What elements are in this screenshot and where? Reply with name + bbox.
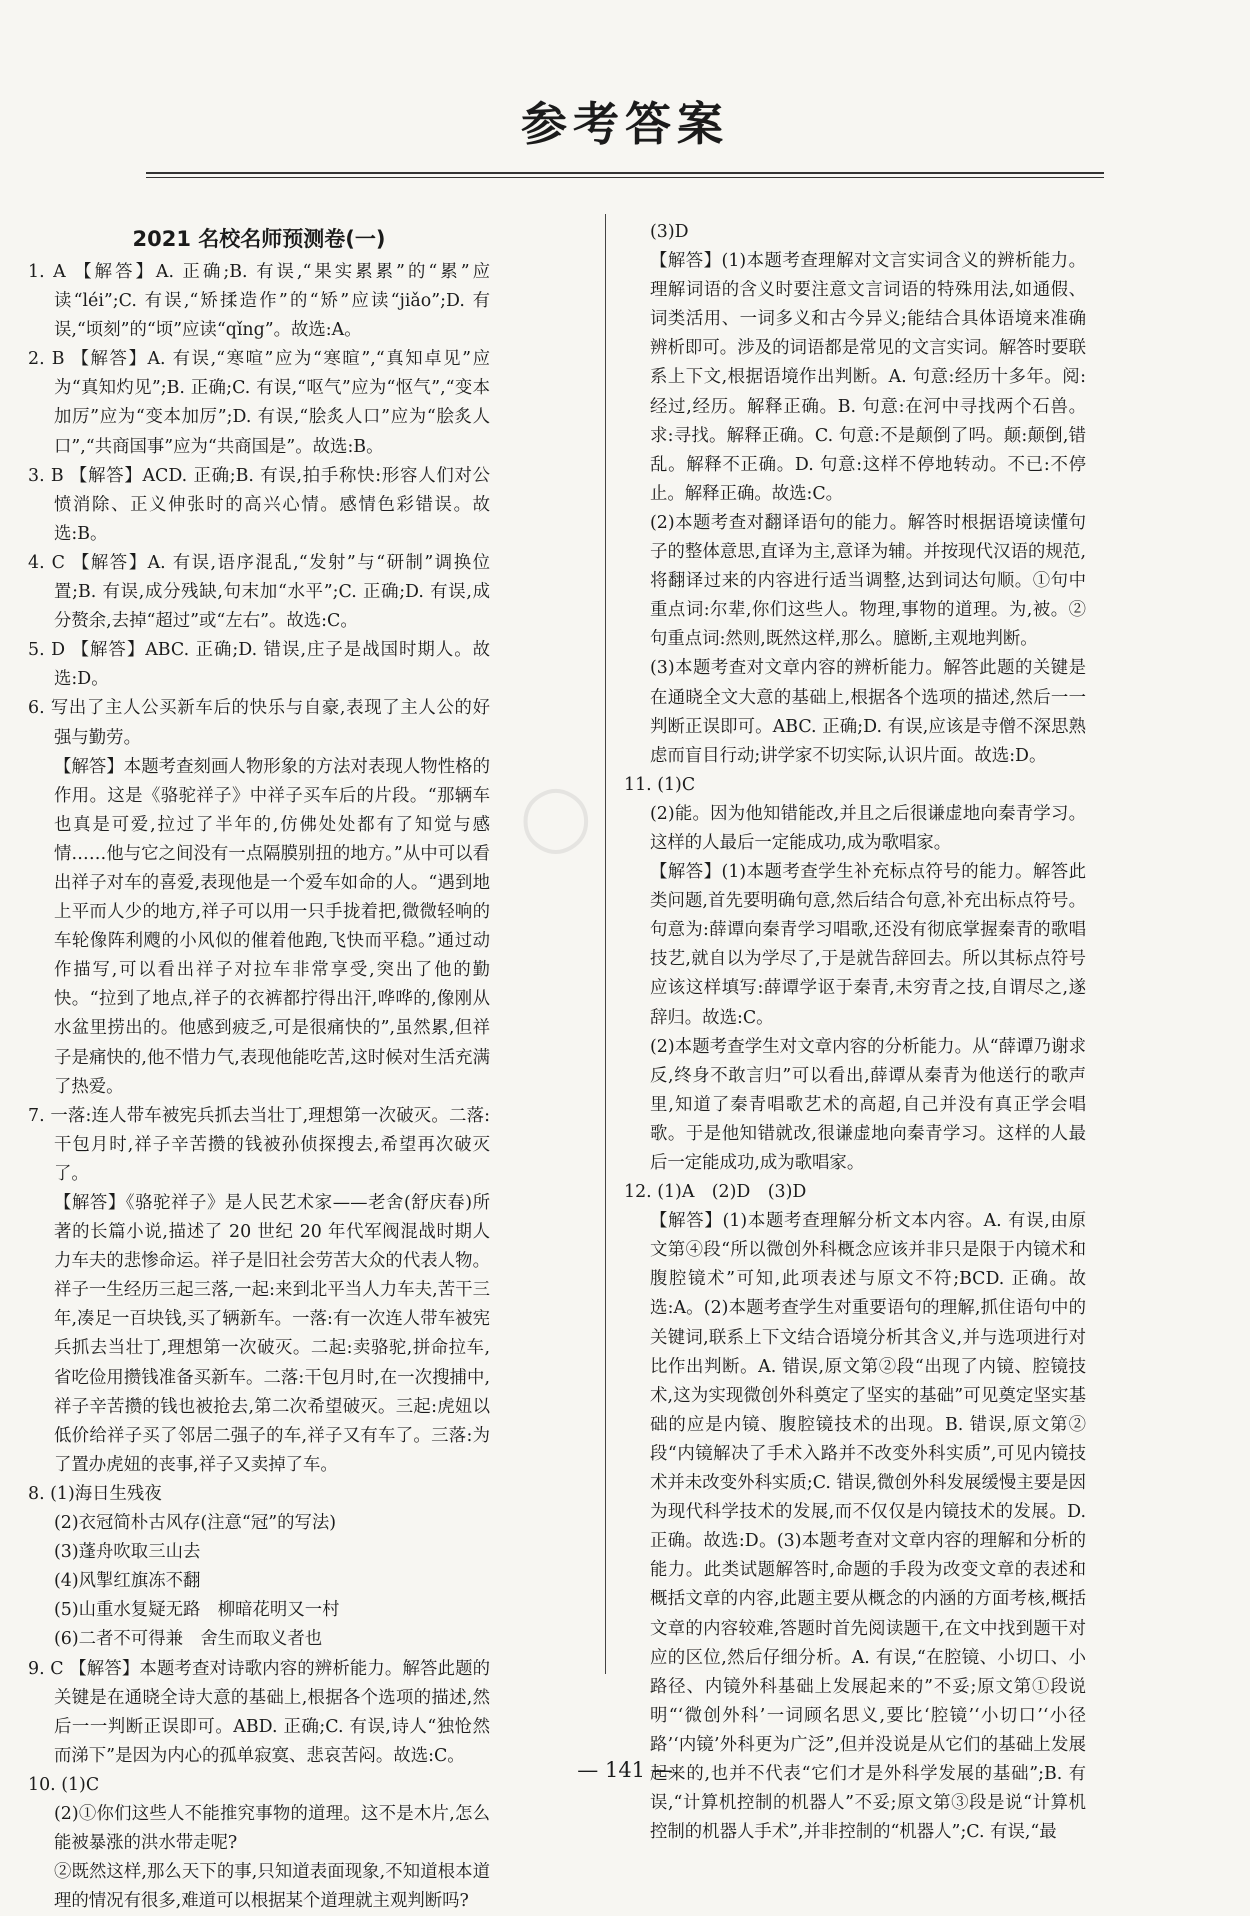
- answer-number: 5.: [28, 640, 52, 661]
- right-answers: [624, 218, 1086, 1847]
- answer-item: [28, 462, 490, 549]
- answer-number: 9.: [28, 1658, 51, 1679]
- answer-explanation: (2)本题考查对翻译语句的能力。解答时根据语境读懂句子的整体意思,直译为主,意译为辅。并按现代汉语的规范,将翻译过来的内容进行适当调整,达到词达句顺。①句中重点词:尔辈,你们这些人。物理,事物的道理。为,被。②句重点词:然则,既然这样,那么。臆断,主观地判断。: [650, 512, 1086, 650]
- answer-text: (1)海日生残夜: [50, 1483, 162, 1504]
- left-column: [28, 224, 490, 1916]
- answer-item: [28, 1655, 490, 1771]
- answer-number: 6.: [28, 698, 51, 719]
- page-number: — 141 —: [577, 1758, 673, 1782]
- title-rule: [146, 172, 1104, 178]
- answer-item: [28, 1567, 490, 1596]
- answer-text: B 【解答】A. 有误,“寒喧”应为“寒暄”,“真知卓见”应为“真知灼见”;B. 正确;C. 有误,“呕气”应为“怄气”,“变本加厉”应为“变本加厉”;D. 有误,“脍炙人口”应为“脍炙人口”,“共商国事”应为“共商国是”。故选:B。: [51, 349, 490, 457]
- answer-text: (5)山重水复疑无路 柳暗花明又一村: [54, 1600, 340, 1621]
- answer-item: [28, 345, 490, 461]
- answer-number: 4.: [28, 552, 52, 573]
- answer-explanation: 【解答】(1)本题考查理解分析文本内容。A. 有误,由原文第④段“所以微创外科概念应该并非只是限于内镜术和腹腔镜术”可知,此项表述与原文不符;BCD. 正确。故选:A。(2)本题考查学生对重要语句的理解,抓住语句中的关键词,联系上下文结合语境分析其含义,并与选项进行对比作出判断。A. 错误,原文第②段“出现了内镜、腔镜技术,这为实现微创外科奠定了坚实的基础”可见奠定坚实基础的应是内镜、腹腔镜技术的出现。B. 错误,原文第②段“内镜解决了手术入路并不改变外科实质”,可见内镜技术并未改变外科实质;C. 错误,微创外科发展缓慢主要是因为现代科学技术的发展,而不仅仅是内镜技术的发展。D. 正确。故选:D。(3)本题考查对文章内容的理解和分析的能力。此类试题解答时,命题的手段为改变文章的表述和概括文章的内容,此题主要从概念的内涵的方面考核,概括文章的内容较难,答题时首先阅读题干,在文中找到题干对应的区位,然后仔细分析。A. 有误,“在腔镜、小切口、小路径、内镜外科基础上发展起来的”不妥;原文第①段说明“‘微创外科’一词顾名思义,要比‘腔镜’‘小切口’‘小径路’‘内镜’外科更为广泛”,但并没说是从它们的基础上发展起来的,也并不代表“它们才是外科学发展的基础”;B. 有误,“计算机控制的机器人”不妥;原文第③段是说“计算机控制的机器人手术”,并非控制的“机器人”;C. 有误,“最: [650, 1211, 1086, 1843]
- right-column: [624, 218, 1086, 1847]
- answer-explanation: 【解答】本题考查刻画人物形象的方法对表现人物性格的作用。这是《骆驼祥子》中祥子买车后的片段。“那辆车也真是可爱,拉过了半年的,仿佛处处都有了知觉与感情……他与它之间没有一点隔膜别扭的地方。”从中可以看出祥子对车的喜爱,表现他是一个爱车如命的人。“遇到地上平而人少的地方,祥子可以用一只手拢着把,微微轻响的车轮像阵利飕的小风似的催着他跑,飞快而平稳。”通过动作描写,可以看出祥子对拉车非常享受,突出了他的勤快。“拉到了地点,祥子的衣裤都拧得出汗,哗哗的,像刚从水盆里捞出的。他感到疲乏,可是很痛快的”,虽然累,但祥子是痛快的,他不惜力气,表现他能吃苦,这时候对生活充满了热爱。: [54, 756, 490, 1097]
- answer-text: C 【解答】本题考查对诗歌内容的辨析能力。解答此题的关键是在通晓全诗大意的基础上,根据各个选项的描述,然后一一判断正误即可。ABD. 正确;C. 有误,诗人“独怆然而涕下”是因为内心的孤单寂寞、悲哀苦闷。故选:C。: [50, 1658, 491, 1766]
- answer-number: 11.: [624, 774, 658, 795]
- answer-item: [28, 694, 490, 752]
- answer-item: [28, 1538, 490, 1567]
- answer-item: [28, 636, 490, 694]
- answer-text: (4)风掣红旗冻不翻: [54, 1571, 201, 1592]
- answer-text: (1)C: [61, 1774, 100, 1795]
- answer-number: 7.: [28, 1105, 51, 1126]
- answer-item: [624, 1178, 1086, 1207]
- answer-item: [28, 1596, 490, 1625]
- answer-item: [28, 1509, 490, 1538]
- answer-explanation: (2)能。因为他知错能改,并且之后很谦虚地向秦青学习。这样的人最后一定能成功,成为歌唱家。: [650, 803, 1086, 853]
- page-title: 参考答案: [521, 97, 729, 151]
- left-answers: [28, 258, 490, 1916]
- answer-text: A 【解答】A. 正确;B. 有误,“果实累累”的“累”应读“léi”;C. 有误,“矫揉造作”的“矫”应读“jiǎo”;D. 有误,“顷刻”的“顷”应读“qǐng”。故选:A。: [53, 262, 490, 341]
- answer-text: (1)A (2)D (3)D: [657, 1182, 807, 1203]
- answer-explanation: 【解答】《骆驼祥子》是人民艺术家——老舍(舒庆春)所著的长篇小说,描述了 20 世纪 20 年代军阀混战时期人力车夫的悲惨命运。祥子是旧社会劳苦大众的代表人物。祥子一生经历三起三落,一起:来到北平当人力车夫,苦干三年,凑足一百块钱,买了辆新车。一落:有一次连人带车被宪兵抓去当壮丁,理想第一次破灭。二起:卖骆驼,拼命拉车,省吃俭用攒钱准备买新车。二落:干包月时,在一次搜捕中,祥子辛苦攒的钱也被抢去,第二次希望破灭。三起:虎妞以低价给祥子买了邻居二强子的车,祥子又有车了。三落:为了置办虎妞的丧事,祥子又卖掉了车。: [54, 1193, 490, 1475]
- answer-number: 2.: [28, 349, 52, 370]
- answer-explanation: (3)本题考查对文章内容的辨析能力。解答此题的关键是在通晓全文大意的基础上,根据各个选项的描述,然后一一判断正误即可。ABC. 正确;D. 有误,应该是寺僧不深思熟虑而盲目行动;讲学家不切实际,认识片面。故选:D。: [650, 658, 1086, 766]
- answer-text: D 【解答】ABC. 正确;D. 错误,庄子是战国时期人。故选:D。: [51, 640, 490, 690]
- answer-number: 12.: [624, 1182, 658, 1203]
- answer-explanation: ②既然这样,那么天下的事,只知道表面现象,不知道根本道理的情况有很多,难道可以根据某个道理就主观判断吗?: [54, 1862, 490, 1912]
- answer-explanation: (3)D: [650, 222, 689, 242]
- answer-number: 3.: [28, 465, 51, 486]
- answer-text: C 【解答】A. 有误,语序混乱,“发射”与“研制”调换位置;B. 有误,成分残缺,句末加“水平”;C. 正确;D. 有误,成分赘余,去掉“超过”或“左右”。故选:C。: [51, 552, 490, 632]
- answer-text: 写出了主人公买新车后的快乐与自豪,表现了主人公的好强与勤劳。: [50, 698, 491, 748]
- answer-number: 8.: [28, 1483, 51, 1504]
- answer-item: [28, 1625, 490, 1654]
- answer-explanation: 【解答】(1)本题考查学生补充标点符号的能力。解答此类问题,首先要明确句意,然后结合句意,补充出标点符号。句意为:薛谭向秦青学习唱歌,还没有彻底掌握秦青的歌唱技艺,就自以为学尽了,于是就告辞回去。所以其标点符号应该这样填写:薛谭学讴于秦青,未穷青之技,自谓尽之,遂辞归。故选:C。: [650, 862, 1086, 1028]
- answer-explanation: 【解答】(1)本题考查理解对文言实词含义的辨析能力。理解词语的含义时要注意文言词语的特殊用法,如通假、词类活用、一词多义和古今异义;能结合具体语境来准确辨析即可。涉及的词语都是常见的文言实词。解答时要联系上下文,根据语境作出判断。A. 句意:经历十多年。阅:经过,经历。解释正确。B. 句意:在河中寻找两个石兽。求:寻找。解释正确。C. 句意:不是颠倒了吗。颠:颠倒,错乱。解释不正确。D. 句意:这样不停地转动。不已:不停止。解释正确。故选:C。: [650, 251, 1086, 504]
- answer-text: (3)蓬舟吹取三山去: [54, 1542, 201, 1563]
- answer-explanation: (2)①你们这些人不能推究事物的道理。这不是木片,怎么能被暴涨的洪水带走呢?: [54, 1803, 490, 1854]
- answer-text: B 【解答】ACD. 正确;B. 有误,拍手称快:形容人们对公愤消除、正义伸张时的高兴心情。感情色彩错误。故选:B。: [50, 465, 490, 544]
- answer-item: [28, 1102, 490, 1189]
- answer-item: [28, 1480, 490, 1509]
- answer-item: [624, 771, 1086, 800]
- answer-text: (1)C: [657, 774, 696, 795]
- watermark: ◯: [520, 780, 592, 854]
- answer-item: [28, 258, 490, 345]
- column-divider: [605, 214, 606, 1674]
- answer-number: 1.: [28, 262, 54, 282]
- answer-text: (6)二者不可得兼 舍生而取义者也: [54, 1629, 323, 1650]
- answer-number: 10.: [28, 1774, 62, 1795]
- answer-text: (2)衣冠简朴古风存(注意“冠”的写法): [54, 1513, 337, 1534]
- answer-explanation: (2)本题考查学生对文章内容的分析能力。从“薛谭乃谢求反,终身不敢言归”可以看出,薛谭从秦青为他送行的歌声里,知道了秦青唱歌艺术的高超,自己并没有真正学会唱歌。于是他知错就改,很谦虚地向秦青学习。这样的人最后一定能成功,成为歌唱家。: [650, 1036, 1086, 1173]
- answer-text: 一落:连人带车被宪兵抓去当壮丁,理想第一次破灭。二落:干包月时,祥子辛苦攒的钱被孙侦探搜去,希望再次破灭了。: [50, 1105, 491, 1184]
- answer-item: [28, 549, 490, 636]
- exam-title: 2021 名校名师预测卷(一): [132, 227, 386, 251]
